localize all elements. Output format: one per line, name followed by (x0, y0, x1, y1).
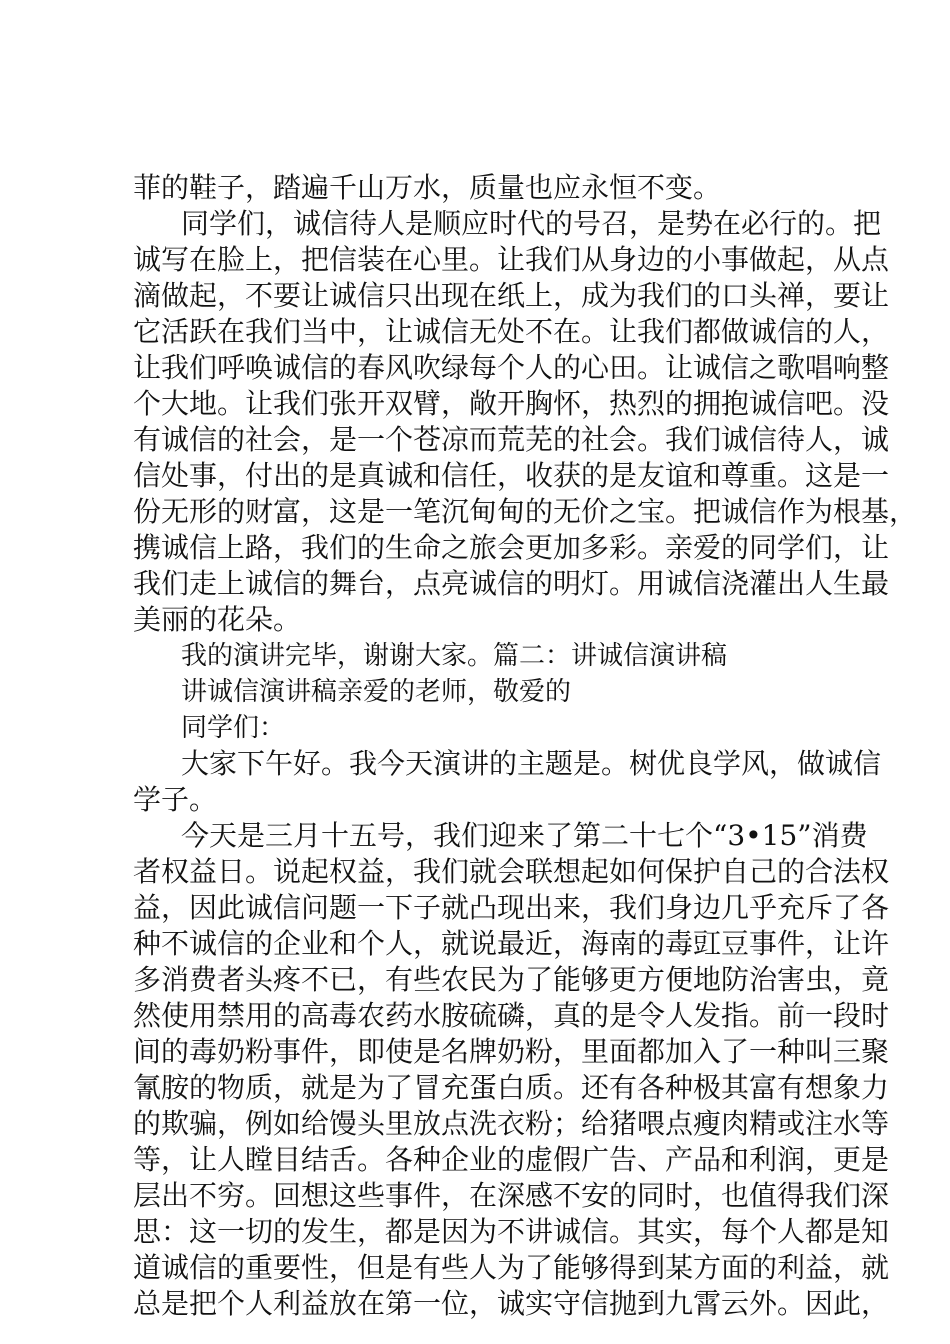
text-line: 同学们，诚信待人是顺应时代的号召，是势在必行的。把 (181, 207, 882, 240)
text-line: 种不诚信的企业和个人，就说最近，海南的毒豇豆事件，让许 (133, 927, 890, 960)
text-line: 间的毒奶粉事件，即使是名牌奶粉，里面都加入了一种叫三聚 (133, 1035, 890, 1068)
text-line: 氰胺的物质，就是为了冒充蛋白质。还有各种极其富有想象力 (133, 1071, 890, 1104)
text-line: 有诚信的社会，是一个苍凉而荒芜的社会。我们诚信待人，诚 (133, 423, 890, 456)
text-line: 个大地。让我们张开双臂，敞开胸怀，热烈的拥抱诚信吧。没 (133, 387, 890, 420)
text-line: 等，让人瞠目结舌。各种企业的虚假广告、产品和利润，更是 (133, 1143, 890, 1176)
text-line: 诚写在脸上，把信装在心里。让我们从身边的小事做起，从点 (133, 243, 890, 276)
text-line: 层出不穷。回想这些事件，在深感不安的同时，也值得我们深 (133, 1179, 890, 1212)
text-line: 思：这一切的发生，都是因为不讲诚信。其实，每个人都是知 (133, 1215, 890, 1248)
text-line: 大家下午好。我今天演讲的主题是。树优良学风，做诚信 (181, 747, 882, 780)
text-line: 菲的鞋子，踏遍千山万水，质量也应永恒不变。 (133, 171, 722, 204)
text-line: 讲诚信演讲稿亲爱的老师，敬爱的 (181, 677, 572, 707)
text-line: 益，因此诚信问题一下子就凸现出来，我们身边几乎充斥了各 (133, 891, 890, 924)
text-line: 美丽的花朵。 (133, 603, 302, 636)
text-line: 它活跃在我们当中，让诚信无处不在。让我们都做诚信的人， (133, 315, 890, 348)
text-line: 者权益日。说起权益，我们就会联想起如何保护自己的合法权 (133, 855, 890, 888)
text-line: 滴做起，不要让诚信只出现在纸上，成为我们的口头禅，要让 (133, 279, 890, 312)
text-line: 携诚信上路，我们的生命之旅会更加多彩。亲爱的同学们，让 (133, 531, 890, 564)
text-line: 信处事，付出的是真诚和信任，收获的是友谊和尊重。这是一 (133, 459, 890, 492)
text-line: 今天是三月十五号，我们迎来了第二十七个“3•15”消费 (181, 819, 868, 852)
text-line: 让我们呼唤诚信的春风吹绿每个人的心田。让诚信之歌唱响整 (133, 351, 890, 384)
text-line: 学子。 (133, 783, 218, 816)
text-line: 我们走上诚信的舞台，点亮诚信的明灯。用诚信浇灌出人生最 (133, 567, 890, 600)
text-line: 的欺骗，例如给馒头里放点洗衣粉；给猪喂点瘦肉精或注水等 (133, 1107, 890, 1140)
text-line: 我的演讲完毕，谢谢大家。篇二：讲诚信演讲稿 (181, 641, 728, 671)
text-line: 多消费者头疼不已，有些农民为了能够更方便地防治害虫，竟 (133, 963, 890, 996)
text-line: 同学们： (181, 713, 286, 743)
text-line: 道诚信的重要性，但是有些人为了能够得到某方面的利益，就 (133, 1251, 890, 1284)
text-line: 然使用禁用的高毒农药水胺硫磷，真的是令人发指。前一段时 (133, 999, 890, 1032)
text-line: 总是把个人利益放在第一位，诚实守信抛到九霄云外。因此， (133, 1287, 890, 1320)
text-line: 份无形的财富，这是一笔沉甸甸的无价之宝。把诚信作为根基， (133, 495, 918, 528)
